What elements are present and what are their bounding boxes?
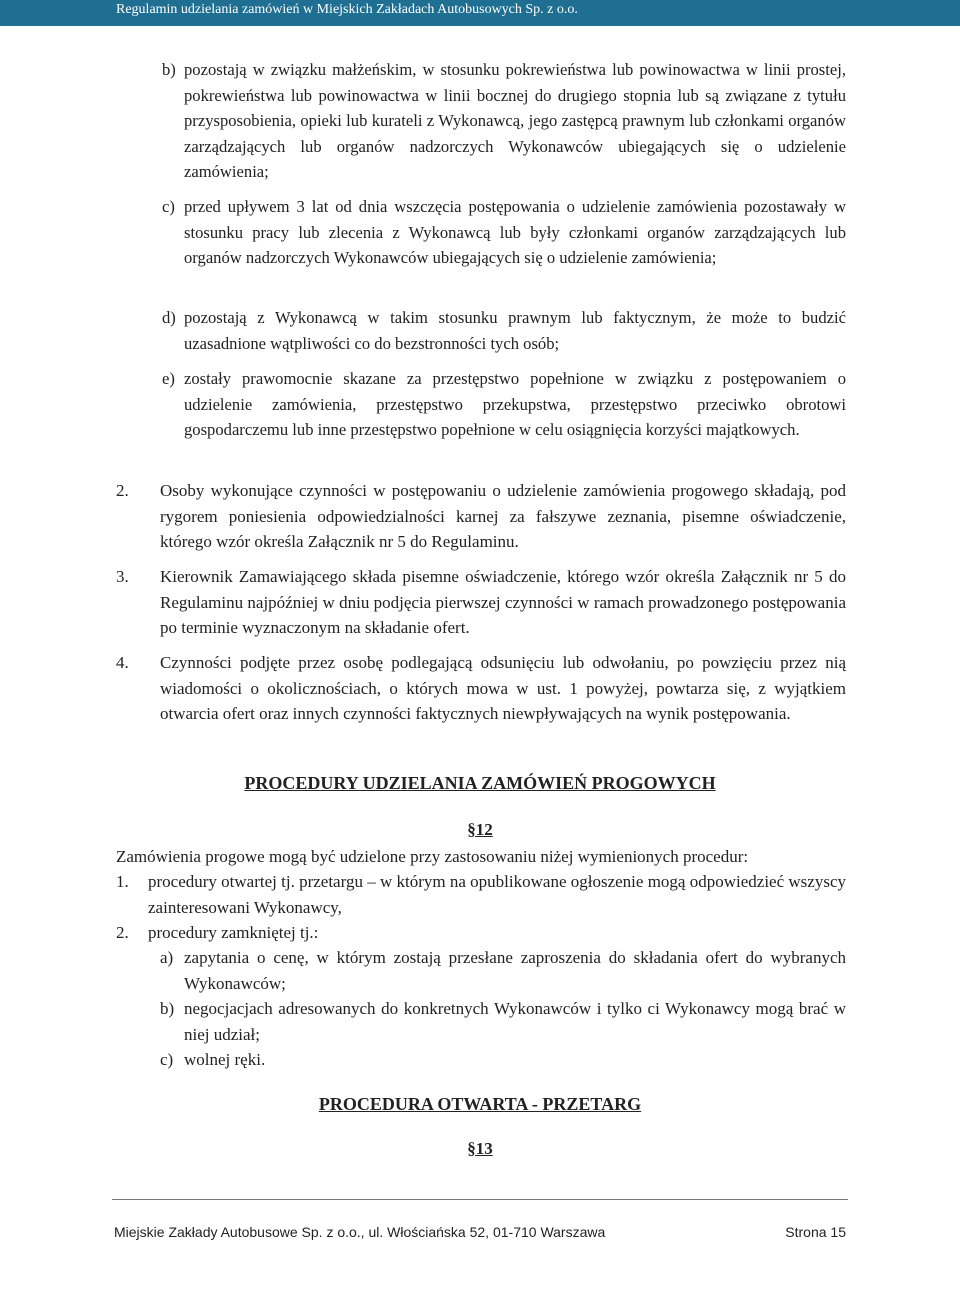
paragraph-number: 2. xyxy=(116,481,129,500)
procedure-subitem-b xyxy=(160,996,846,1047)
item-label: b) xyxy=(162,60,176,79)
footer-divider xyxy=(112,1199,848,1200)
item-label: c) xyxy=(162,197,175,216)
running-header xyxy=(0,0,960,26)
procedure-item-2 xyxy=(116,920,846,946)
numbered-paragraph-2 xyxy=(116,478,846,555)
item-text: pozostają z Wykonawcą w takim stosunku prawnym lub faktycznym, że może to budzić uzasadnione wątpliwości co do bezstronności tych osób; xyxy=(184,308,846,353)
procedure-subitem-a xyxy=(160,945,846,996)
item-text: procedury zamkniętej tj.: xyxy=(148,923,319,942)
procedure-item-1 xyxy=(116,869,846,920)
item-label: b) xyxy=(160,999,175,1018)
item-text: wolnej ręki. xyxy=(184,1050,266,1069)
paragraph-number: 4. xyxy=(116,653,129,672)
section-heading-otwarta: PROCEDURA OTWARTA - PRZETARG xyxy=(318,1094,642,1114)
item-number: 2. xyxy=(116,923,129,942)
item-text: przed upływem 3 lat od dnia wszczęcia postępowania o udzielenie zamówienia pozostawały w stosunku pracy lub zlecenia z Wykonawcą lub były członkami organów zarządzających lub organów nadzorczych Wykonawców ubiegających się o udzielenie zamówienia; xyxy=(184,197,846,267)
section-intro: Zamówienia progowe mogą być udzielone przy zastosowaniu niżej wymienionych procedur: xyxy=(116,847,749,866)
paragraph-text: Czynności podjęte przez osobę podlegającą odsunięciu lub odwołaniu, po powzięciu przez nią wiadomości o okolicznościach, o których mowa w ust. 1 powyżej, powtarza się, z wyjątkiem otwarcia ofert oraz innych czynności faktycznych niewpływających na wynik postępowania. xyxy=(160,653,846,723)
item-label: a) xyxy=(160,948,174,967)
paragraph-text: Kierownik Zamawiającego składa pisemne oświadczenie, którego wzór określa Załącznik nr 5 do Regulaminu najpóźniej w dniu podjęcia pierwszej czynności w ramach prowadzonego postępowania po terminie wyznaczonym na składanie ofert. xyxy=(160,567,846,637)
paragraph-number: 3. xyxy=(116,567,129,586)
header-title: Regulamin udzielania zamówień w Miejskich Zakładach Autobusowych Sp. z o.o. xyxy=(116,2,578,17)
item-text: procedury otwartej tj. przetargu – w którym na opublikowane ogłoszenie mogą odpowiedzieć wszyscy zainteresowani Wykonawcy, xyxy=(148,872,846,917)
list-item-c xyxy=(162,194,846,271)
item-label: d) xyxy=(162,308,176,327)
numbered-paragraph-3 xyxy=(116,564,846,641)
footer-page-number: Strona 15 xyxy=(785,1224,846,1240)
numbered-paragraph-4 xyxy=(116,650,846,727)
paragraph-text: Osoby wykonujące czynności w postępowaniu o udzielenie zamówienia progowego składają, pod rygorem poniesienia odpowiedzialności karnej za fałszywe zeznania, pisemne oświadczenie, którego wzór określa Załącznik nr 5 do Regulaminu. xyxy=(160,481,846,551)
item-text: zapytania o cenę, w którym zostają przesłane zaproszenia do składania ofert do wybranych Wykonawców; xyxy=(184,948,846,993)
section-heading-progowe: PROCEDURY UDZIELANIA ZAMÓWIEŃ PROGOWYCH xyxy=(244,773,716,793)
item-label: c) xyxy=(160,1050,174,1069)
item-text: pozostają w związku małżeńskim, w stosunku pokrewieństwa lub powinowactwa w linii prostej, pokrewieństwa lub powinowactwa w linii bocznej do drugiego stopnia lub są związane z tytułu przysposobienia, opieki lub kurateli z Wykonawcą, jego zastępcą prawnym lub członkami organów zarządzających lub organów nadzorczych Wykonawców ubiegających się o udzielenie zamówienia; xyxy=(184,60,846,181)
item-text: negocjacjach adresowanych do konkretnych Wykonawców i tylko ci Wykonawcy mogą brać w niej udział; xyxy=(184,999,846,1044)
list-item-d xyxy=(162,305,846,356)
list-item-b xyxy=(162,57,846,185)
item-label: e) xyxy=(162,369,175,388)
paragraph-sign-12: §12 xyxy=(467,820,493,839)
paragraph-sign-13: §13 xyxy=(467,1139,493,1158)
list-item-e xyxy=(162,366,846,443)
item-number: 1. xyxy=(116,872,129,891)
footer-address: Miejskie Zakłady Autobusowe Sp. z o.o., ul. Włościańska 52, 01-710 Warszawa xyxy=(114,1224,606,1240)
item-text: zostały prawomocnie skazane za przestępstwo popełnione w związku z postępowaniem o udzielenie zamówienia, przestępstwo przekupstwa, przestępstwo przeciwko obrotowi gospodarczemu lub inne przestępstwo popełnione w celu osiągnięcia korzyści majątkowych. xyxy=(184,369,846,439)
procedure-subitem-c xyxy=(160,1047,846,1073)
